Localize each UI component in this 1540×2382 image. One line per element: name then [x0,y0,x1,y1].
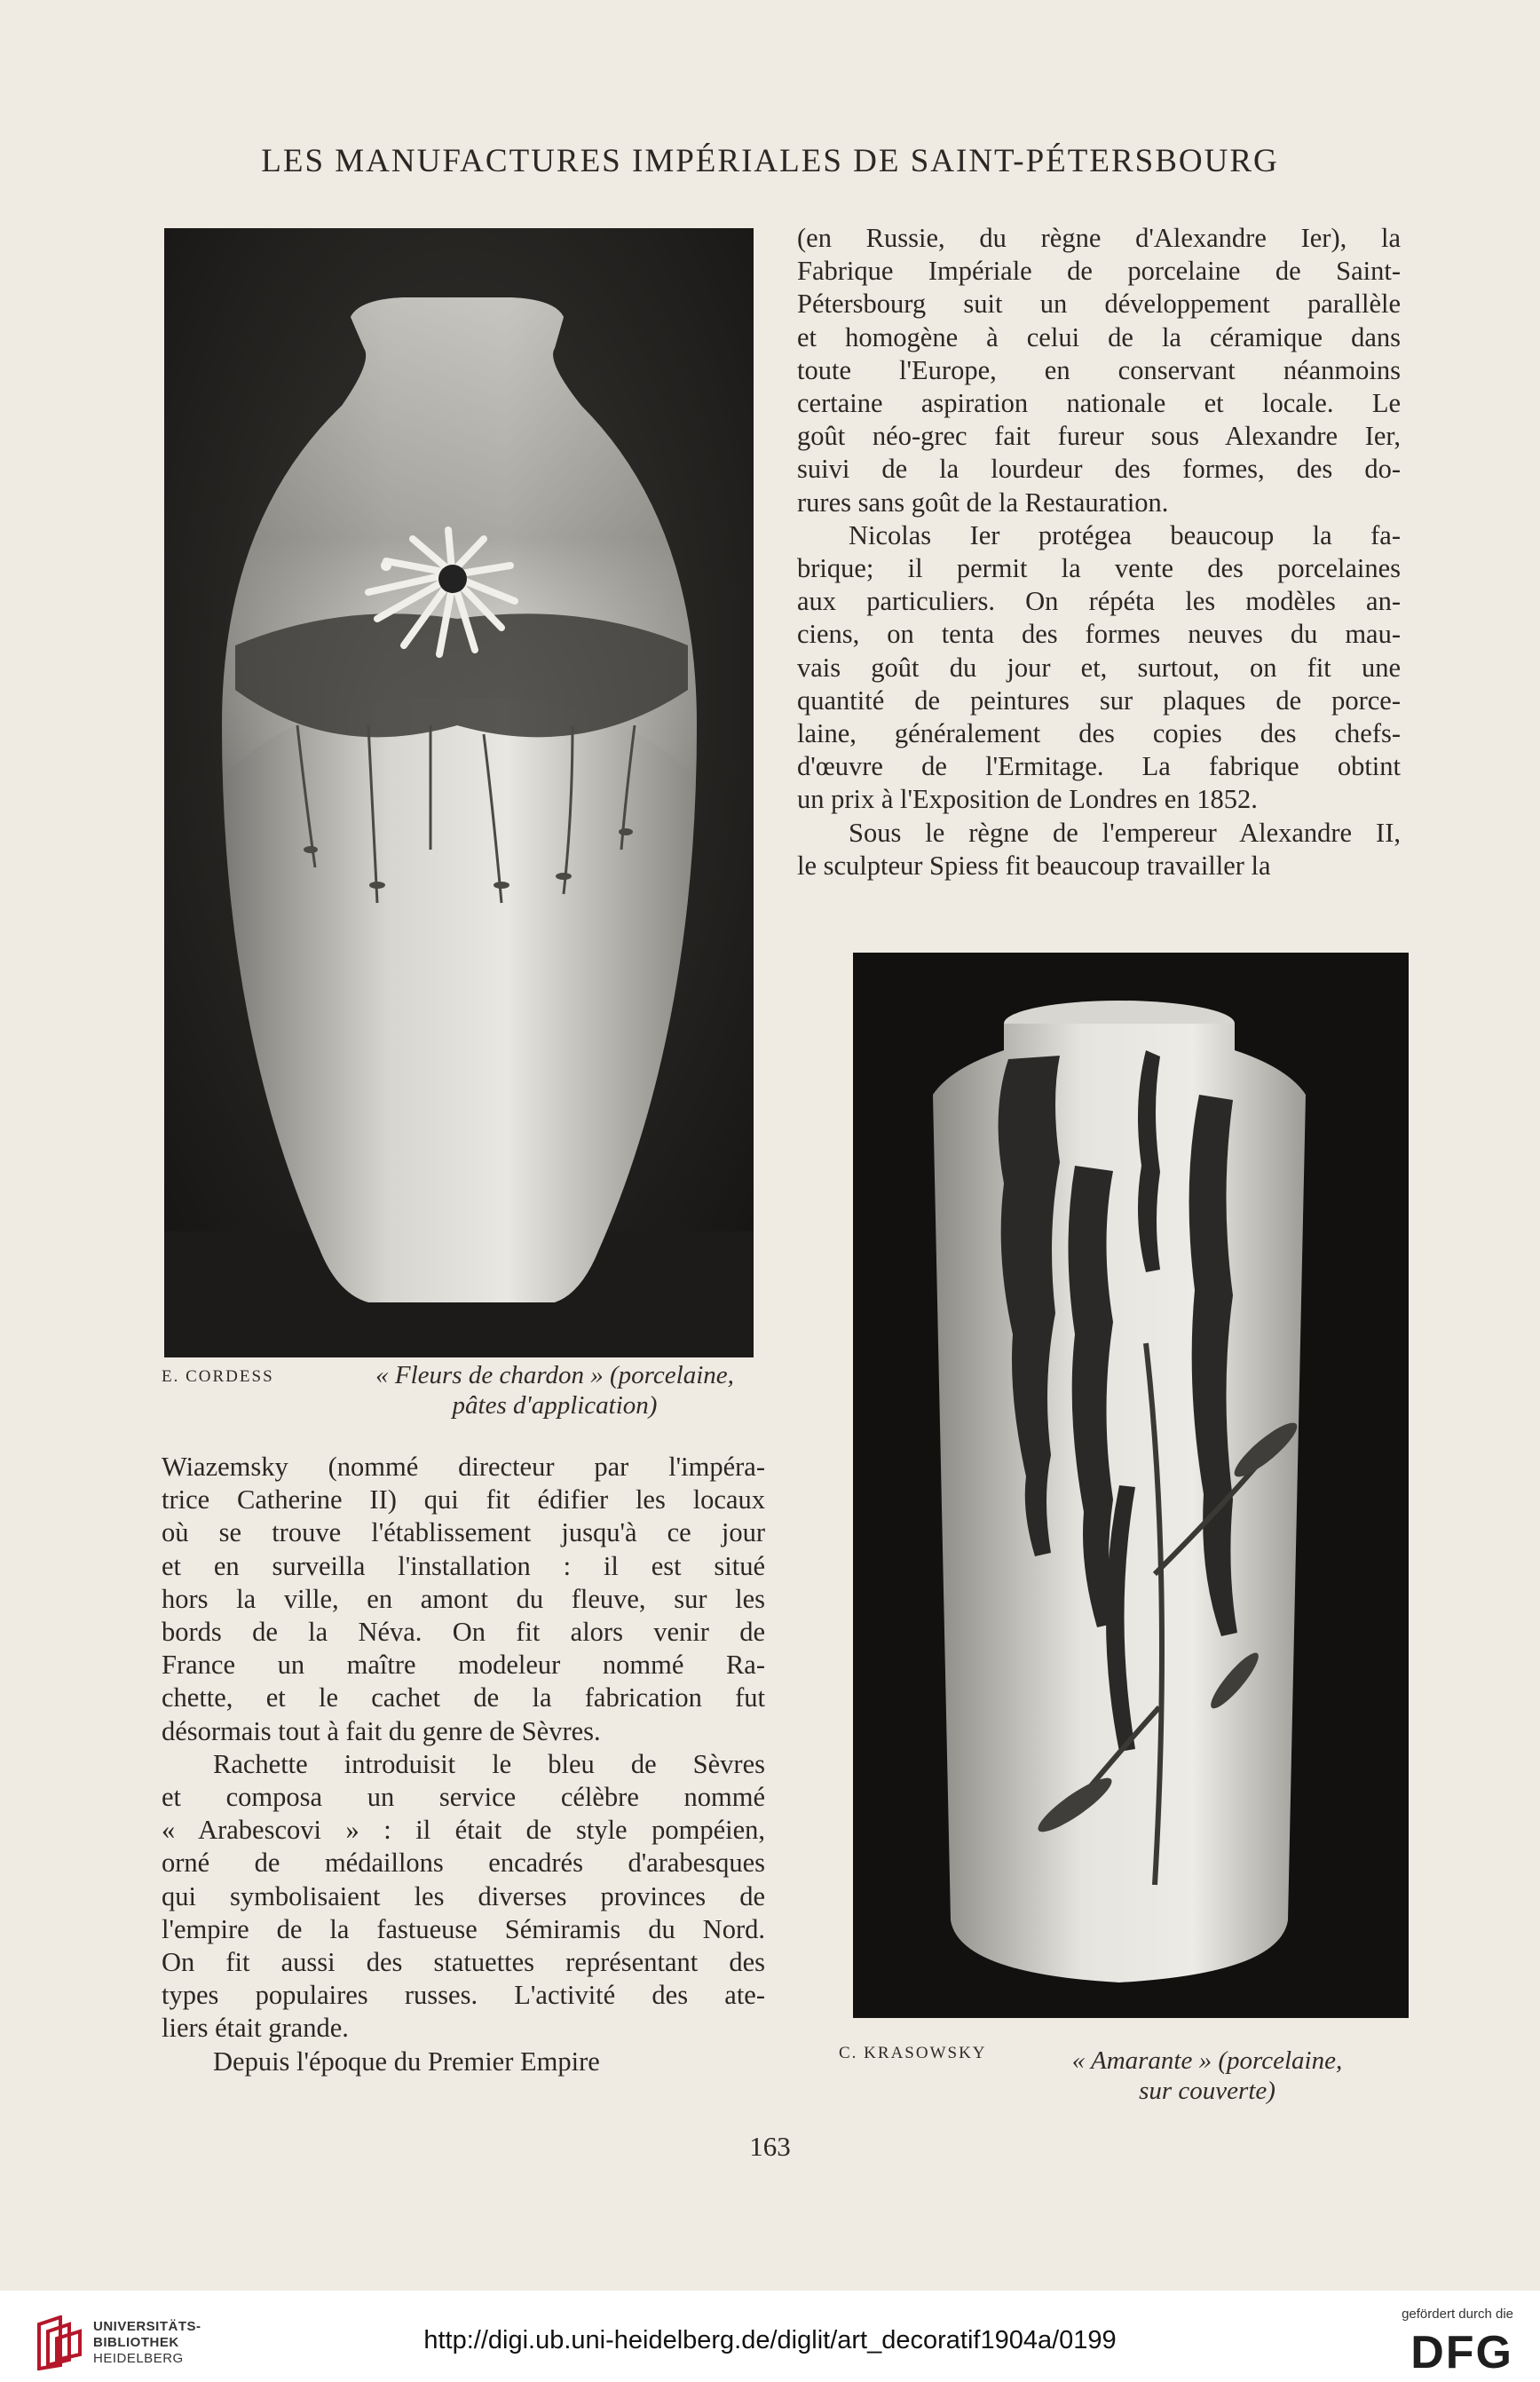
text-line: Sous le règne de l'empereur Alexandre II, [849,817,1401,848]
library-line2: BIBLIOTHEK [93,2335,179,2350]
text-line: désormais tout à fait du genre de Sèvres. [162,1715,601,1746]
text-line: « Arabescovi » : il était de style pompéien, [162,1815,765,1846]
running-header: LES MANUFACTURES IMPÉRIALES DE SAINT-PÉTERSBOURG [261,143,1279,179]
text-line: ciens, on tenta des formes neuves du mau- [797,619,1401,650]
text-line: goût néo-grec fait fureur sous Alexandre Ier, [797,421,1401,452]
text-line: Pétersbourg suit un développement parallèle [797,289,1401,320]
text-line: vais goût du jour et, surtout, on fit une [797,652,1401,683]
text-line: un prix à l'Exposition de Londres en 1852. [797,784,1258,815]
text-line: (en Russie, du règne d'Alexandre Ier), la [797,223,1401,253]
library-line3: HEIDELBERG [93,2351,184,2366]
right-text-column [797,222,1401,882]
text-line: où se trouve l'établissement jusqu'à ce jour [162,1517,765,1548]
text-line: d'œuvre de l'Ermitage. La fabrique obtint [797,751,1401,782]
figure2-caption [1039,2046,1376,2106]
text-line: Nicolas Ier protégea beaucoup la fa- [849,519,1401,550]
text-line: trice Catherine II) qui fit édifier les locaux [162,1484,765,1515]
text-line: orné de médaillons encadrés d'arabesques [162,1848,765,1879]
figure1-caption [346,1360,763,1420]
text-line: et en surveilla l'installation : il est situé [162,1550,765,1581]
vase-amarante-image [853,953,1409,2018]
figure1-caption-line1: « Fleurs de chardon » (porcelaine, [375,1361,734,1389]
text-line: hors la ville, en amont du fleuve, sur les [162,1583,765,1614]
figure2-caption-line1: « Amarante » (porcelaine, [1071,2046,1343,2075]
vase-chardon-image [164,228,754,1357]
text-line: France un maître modeleur nommé Ra- [162,1650,765,1681]
text-line: brique; il permit la vente des porcelaines [797,553,1401,584]
text-line: Depuis l'époque du Premier Empire [213,2046,600,2077]
text-line: et composa un service célèbre nommé [162,1782,765,1813]
library-line1: UNIVERSITÄTS- [93,2319,201,2334]
photo-plate-amarante [853,953,1409,2018]
text-line: qui symbolisaient les diverses provinces de [162,1880,765,1911]
dfg-logo: DFG [1410,2327,1513,2378]
text-line: rures sans goût de la Restauration. [797,487,1169,518]
text-line: quantité de peintures sur plaques de porce- [797,685,1401,716]
page-number: 163 [749,2131,791,2162]
digitization-footer [0,2291,1540,2382]
text-line: certaine aspiration nationale et locale. Le [797,388,1401,419]
text-line: le sculpteur Spiess fit beaucoup travailler la [797,850,1271,881]
funding-note: gefördert durch die [1402,2307,1513,2322]
figure1-credit: E. CORDESS [162,1367,274,1386]
permalink-url[interactable]: http://digi.ub.uni-heidelberg.de/diglit/art_decoratif1904a/0199 [423,2326,1117,2354]
text-line: On fit aussi des statuettes représentant des [162,1947,765,1978]
text-line: laine, généralement des copies des chefs- [797,718,1401,749]
text-line: Wiazemsky (nommé directeur par l'impéra- [162,1452,765,1482]
text-line: Fabrique Impériale de porcelaine de Saint- [797,256,1401,287]
text-line: Rachette introduisit le bleu de Sèvres [213,1748,765,1779]
text-line: types populaires russes. L'activité des ate- [162,1980,765,2011]
text-line: aux particuliers. On répéta les modèles an- [797,586,1401,617]
photo-plate-fleurs-de-chardon [164,228,754,1357]
figure1-caption-line2: pâtes d'application) [452,1391,658,1420]
text-line: toute l'Europe, en conservant néanmoins [797,354,1401,385]
figure2-credit: C. KRASOWSKY [839,2044,987,2062]
text-line: suivi de la lourdeur des formes, des do- [797,454,1401,485]
left-text-column [162,1451,765,2078]
text-line: bords de la Néva. On fit alors venir de [162,1617,765,1648]
figure2-caption-line2: sur couverte) [1139,2077,1275,2105]
text-line: liers était grande. [162,2013,349,2044]
text-line: chette, et le cachet de la fabrication fut [162,1682,765,1713]
text-line: et homogène à celui de la céramique dans [797,321,1401,352]
text-line: l'empire de la fastueuse Sémiramis du Nord. [162,1913,765,1944]
